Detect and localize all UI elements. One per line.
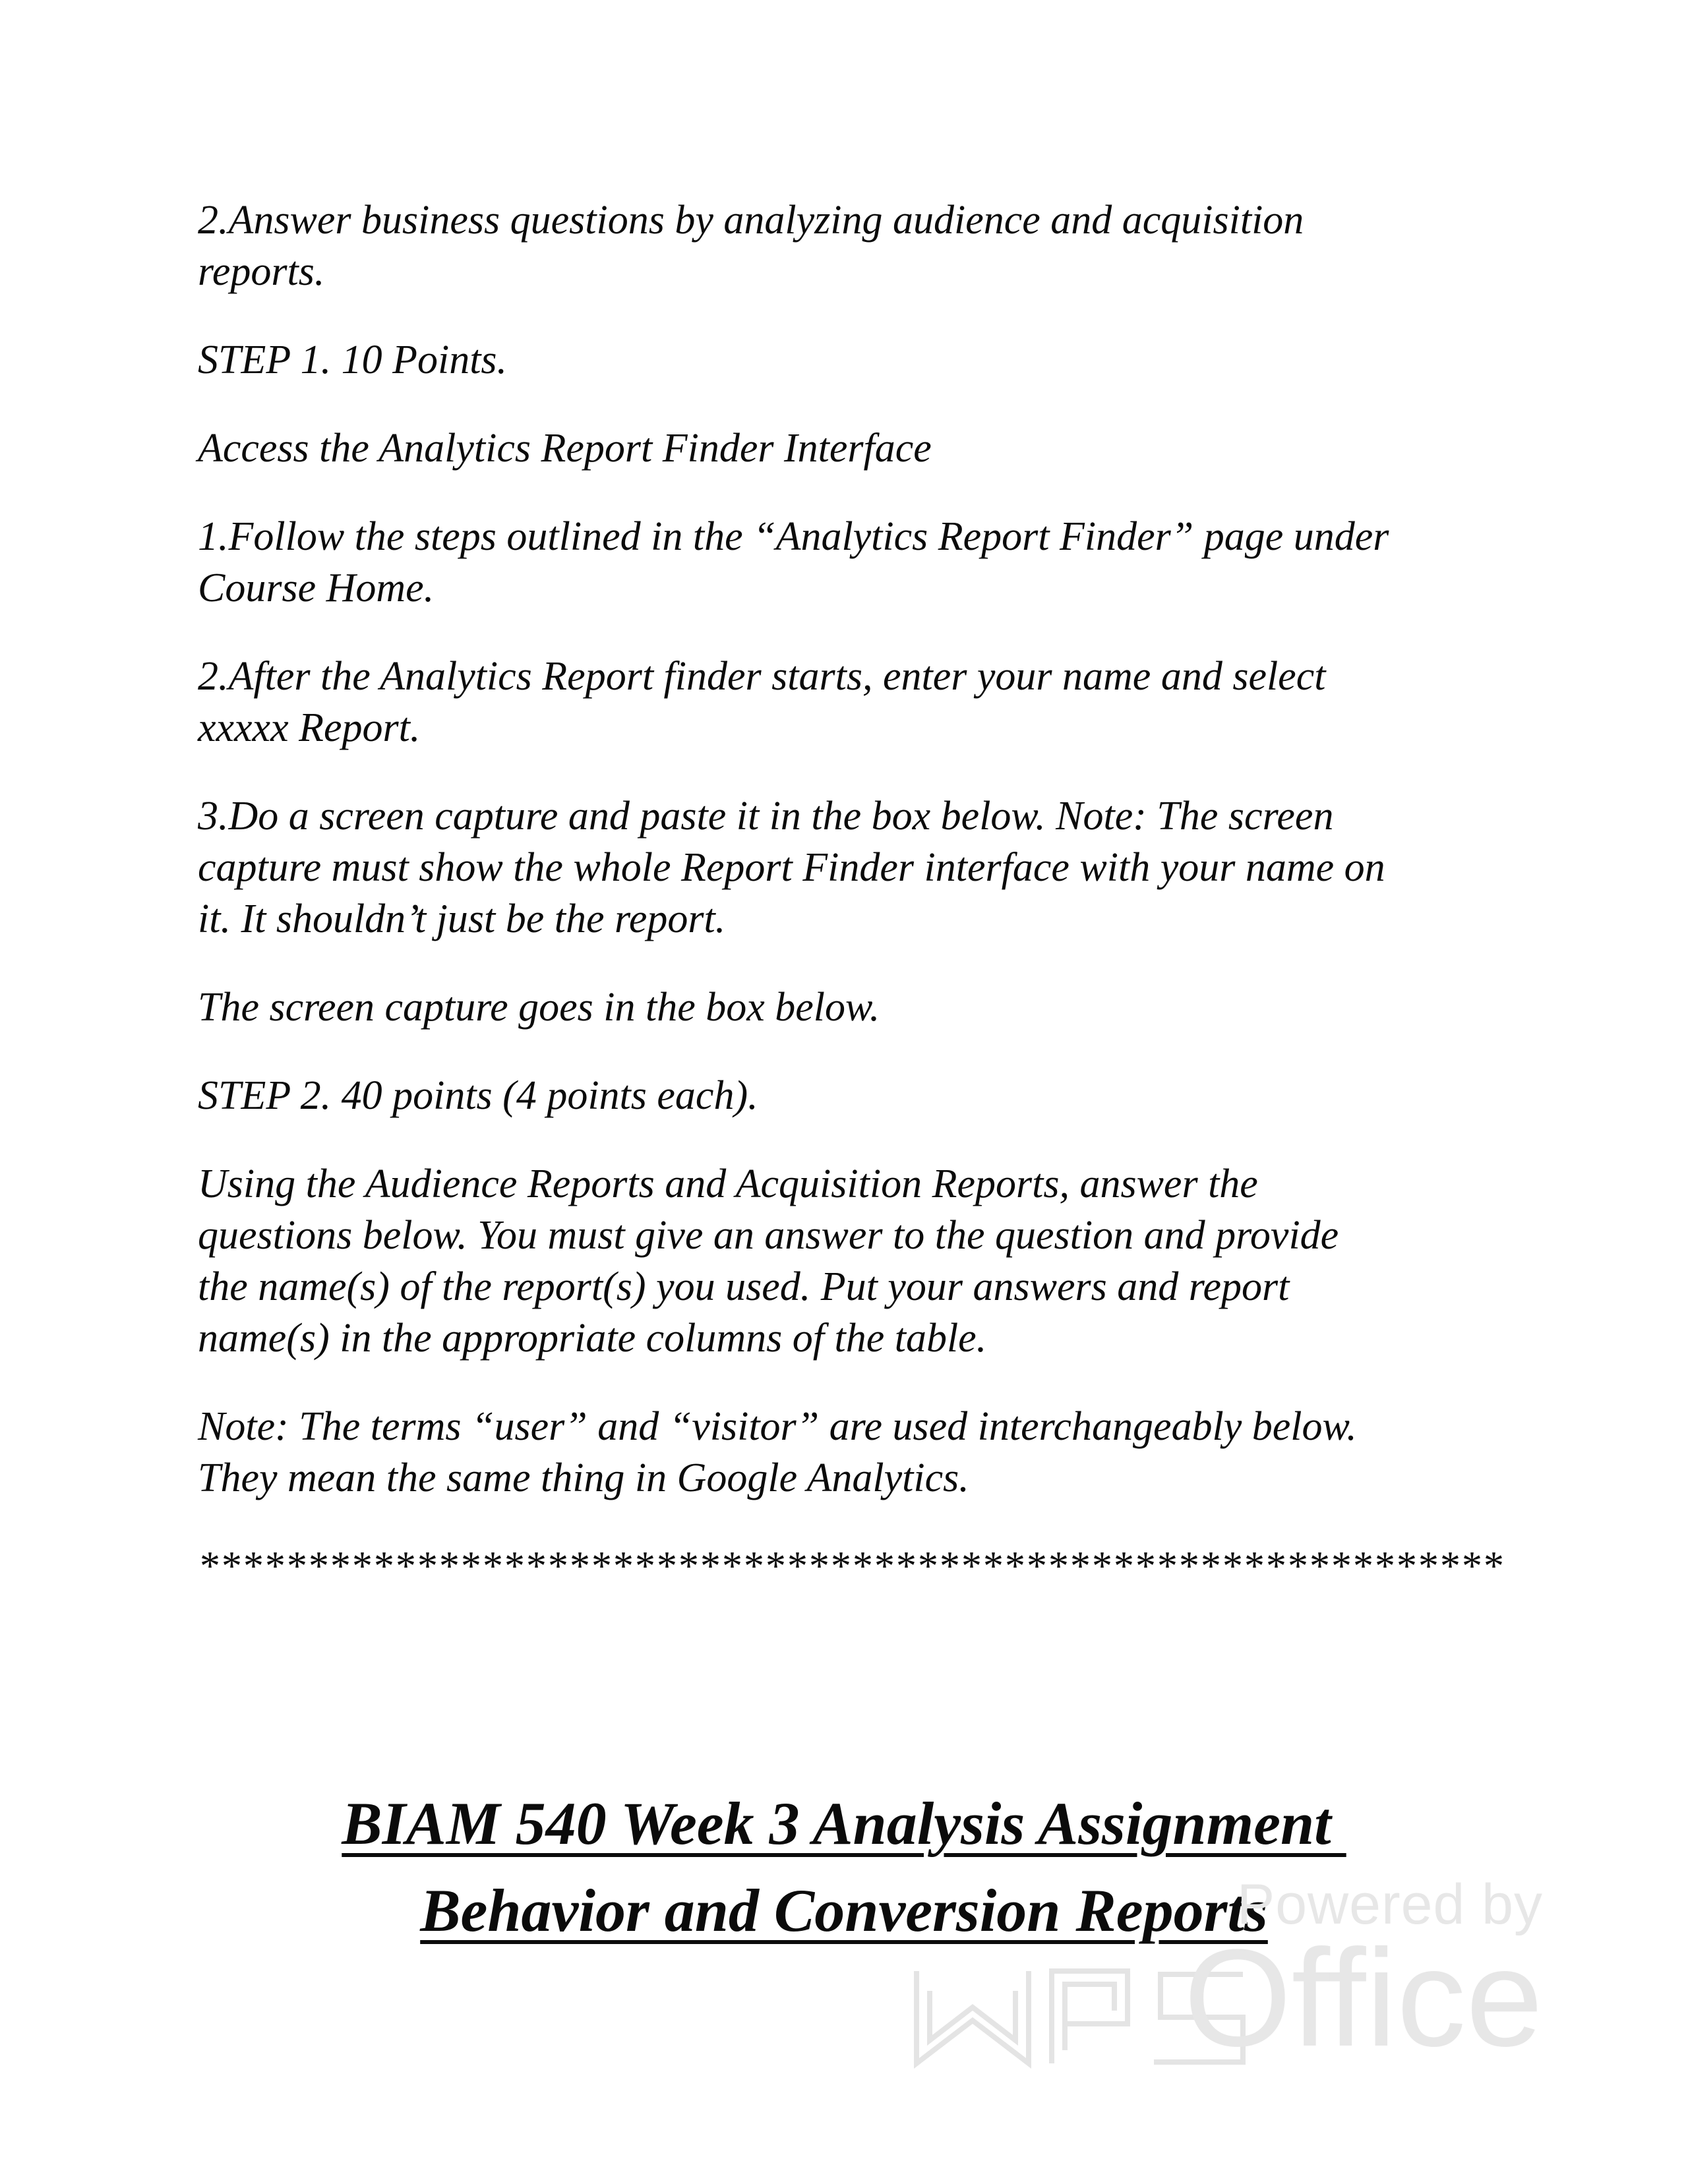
paragraph-step1-item3: 3.Do a screen capture and paste it in the box below. Note: The screen capture must show the whole Report Finder interface with your name on it. It shouldn’t just be the report. xyxy=(198,794,1385,941)
paragraph-objective: 2.Answer business questions by analyzing audience and acquisition reports. xyxy=(198,198,1304,294)
title-line-1: BIAM 540 Week 3 Analysis Assignment xyxy=(342,1790,1346,1857)
paragraph-step1-item2: 2.After the Analytics Report finder starts, enter your name and select xxxxx Report. xyxy=(198,654,1326,750)
paragraph-step1-subheading: Access the Analytics Report Finder Interface xyxy=(198,426,932,471)
title-line-2: Behavior and Conversion Reports xyxy=(420,1877,1268,1944)
paragraph-step2-heading: STEP 2. 40 points (4 points each). xyxy=(198,1073,758,1118)
paragraph-screen-capture-note: The screen capture goes in the box below. xyxy=(198,985,880,1030)
paragraph-step1-heading: STEP 1. 10 Points. xyxy=(198,338,508,382)
watermark-office-text: Office xyxy=(1184,1920,1543,2075)
watermark-powered-by: Powered by xyxy=(1236,1873,1543,1936)
paragraph-step1-item1: 1.Follow the steps outlined in the “Analytics Report Finder” page under Course Home. xyxy=(198,514,1389,610)
separator-asterisks: ************************************************************ xyxy=(198,1544,1503,1589)
paragraph-step2-instructions: Using the Audience Reports and Acquisition Reports, answer the questions below. You must give an answer to the question and provide the name(s) of the report(s) you used. Put your answers and report name(s) in the appropriate columns of the table. xyxy=(198,1162,1339,1361)
document-body xyxy=(198,194,1517,1629)
paragraph-terms-note: Note: The terms “user” and “visitor” are used interchangeably below. They mean the same thing in Google Analytics. xyxy=(198,1404,1357,1500)
wps-office-watermark xyxy=(910,1872,1543,2075)
